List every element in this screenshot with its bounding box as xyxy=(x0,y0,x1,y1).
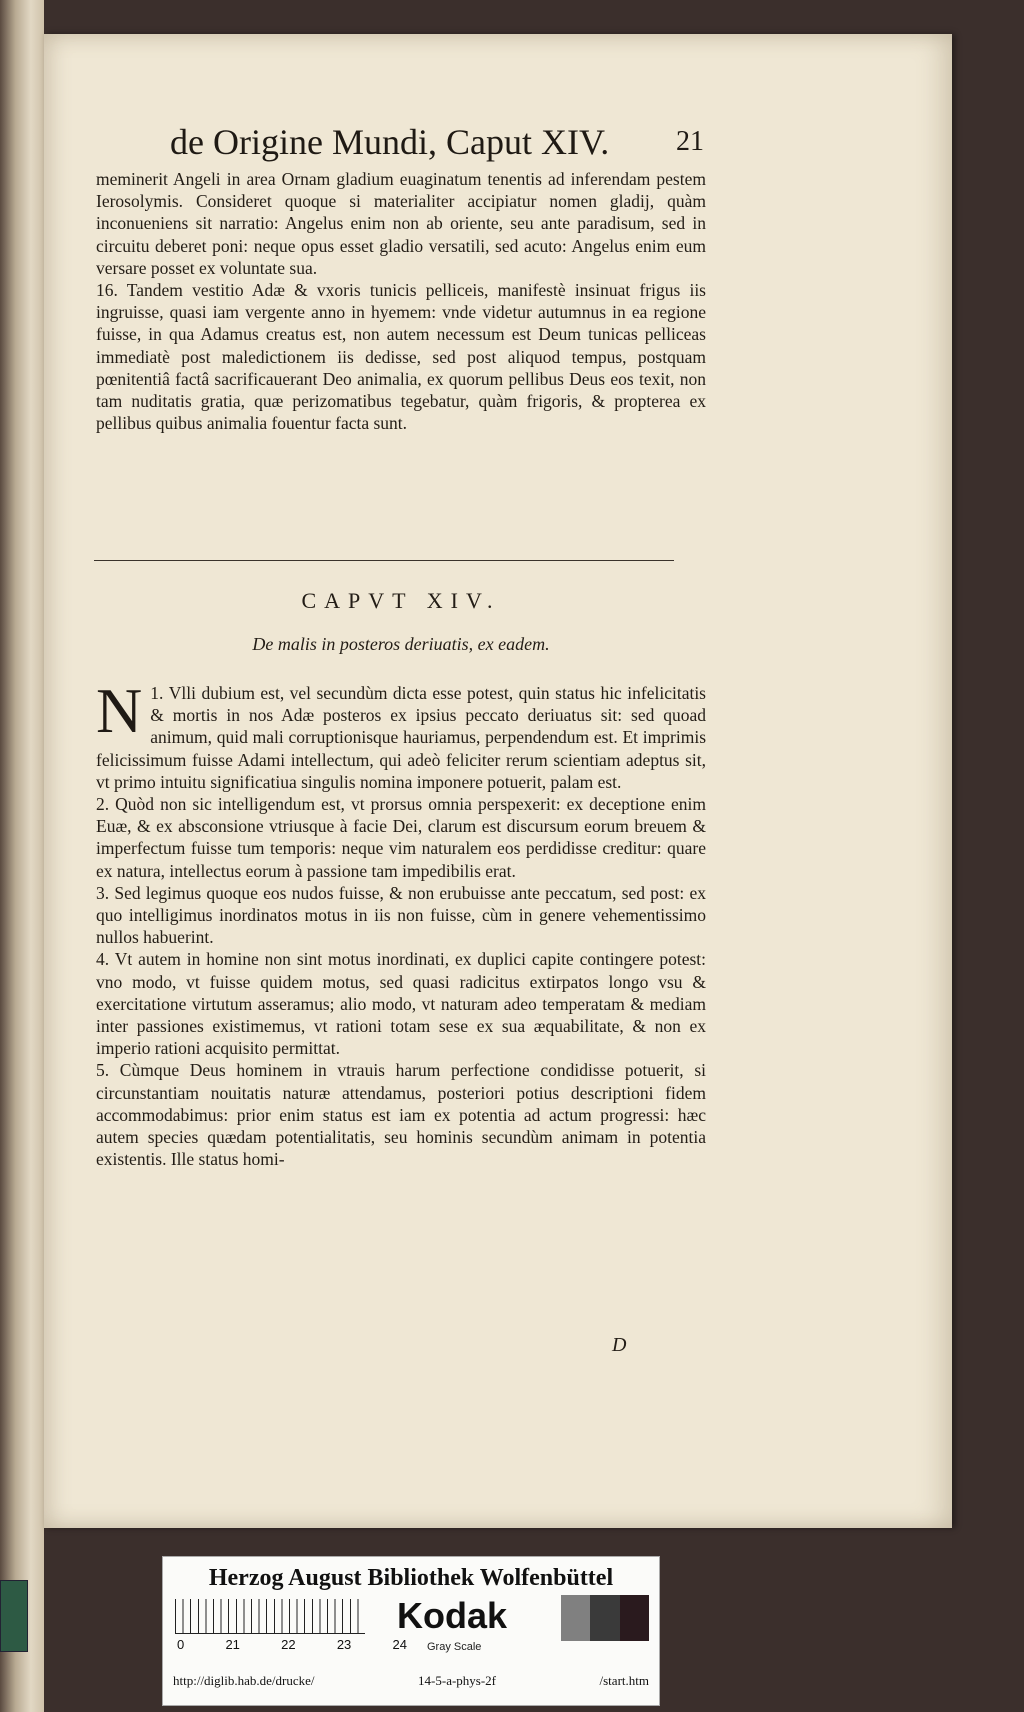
ruler-number: 22 xyxy=(281,1637,296,1652)
paragraph-4 xyxy=(96,948,706,1059)
section-divider xyxy=(94,560,674,561)
scale-ruler xyxy=(175,1599,365,1634)
gray-patch xyxy=(561,1595,590,1641)
paragraph-text: Vlli dubium est, vel secundùm dicta esse potest, quin status hic infelicitatis & mortis in nos Adæ posteros ex ipsius peccato deriuatus sit: sed quoad animum, quid mali corruptionisque hauriamus, perpendendum est. Et imprimis felicissimum fuisse Adami intellectum, qui adeò feliciter rerum scientiam adeptus sit, vt primo intuitu significatiua singulis nomina imponere potuerit, palam est. xyxy=(96,683,706,792)
gray-patch xyxy=(590,1595,619,1641)
paragraph-number: 5. xyxy=(96,1060,110,1081)
url-suffix: /start.htm xyxy=(599,1673,649,1688)
paragraph-number: 2. xyxy=(96,794,110,815)
gray-scale-label: Gray Scale xyxy=(427,1641,482,1653)
shelfmark: 14-5-a-phys-2f xyxy=(418,1673,497,1688)
paragraph-text: Cùmque Deus hominem in vtrauis harum perfectione condidisse potuerit, si circunstantiam nouitatis naturæ attendamus, posteriori potius descriptioni fidem accommodabimus: prior enim status est iam ex potentia ad actum progressi: hæc autem species quædam potentialitatis, seu hominis secundùm animam in potentia existentis. Ille status homi- xyxy=(96,1060,706,1170)
chapter-text-block xyxy=(96,675,707,1170)
ruler-numbers xyxy=(177,1637,407,1652)
gray-scale-patches xyxy=(561,1595,649,1641)
adjacent-page-edge xyxy=(0,0,44,1712)
top-text-block xyxy=(96,168,706,434)
chapter-heading: CAPVT XIV. xyxy=(301,588,501,613)
running-title: de Origine Mundi, Caput XIV. xyxy=(170,122,610,162)
shelf-label-strip xyxy=(0,1580,28,1652)
drop-cap: N xyxy=(96,675,143,746)
paragraph-continuation: meminerit Angeli in area Ornam gladium euaginatum tenentis ad inferendam pestem Ierosolymis. Consideret quoque si materialiter accipiatur nomen gladij, quàm inconueniens sit narratio: Angelus enim non ab oriente, seu ante paradisum, sed in circuitu deberet poni: neque opus esset gladio versatili, sed acuto: Angelus enim eum versare posset ex voluntate sua. xyxy=(96,169,706,278)
paragraph-16: 16. Tandem vestitio Adæ & vxoris tunicis pelliceis, manifestè insinuat frigus iis ingruisse, quasi iam vergente anno in hyemem: vnde videtur autumnus in ea regione fuisse, in qua Adamus creatus est, non autem necessum est Deum tunicas pelliceas immediatè post maledictionem iis dedisse, sed post aliquod tempus, postquam pœnitentiâ factâ sacrificauerant Deo animalia, ex quorum pellibus Deus eos texit, non tam nuditatis gratia, quæ perizomatibus tegebatur, quàm frigoris, & propterea ex pellibus quibus animalia fouentur facta sunt. xyxy=(96,280,706,434)
paragraph-1 xyxy=(96,675,706,793)
paragraph-3 xyxy=(96,882,706,949)
digital-library-url[interactable]: http://diglib.hab.de/drucke/ xyxy=(173,1673,315,1688)
gray-patch xyxy=(620,1595,649,1641)
library-name: Herzog August Bibliothek Wolfenbüttel xyxy=(208,1565,614,1591)
url-row xyxy=(173,1673,649,1689)
paragraph-number: 4. xyxy=(96,949,110,970)
signature-mark: D xyxy=(612,1334,627,1356)
page-number: 21 xyxy=(676,126,704,157)
paragraph-2 xyxy=(96,793,706,882)
ruler-number: 21 xyxy=(225,1637,240,1652)
paragraph-text: Sed legimus quoque eos nudos fuisse, & non erubuisse ante peccatum, sed post: ex quo intelligimus inordinatos motus in iis non fuisse, cùm in genere vehementissimo nullos habuerint. xyxy=(96,882,706,948)
paragraph-5 xyxy=(96,1059,706,1170)
paragraph-text: Vt autem in homine non sint motus inordinati, ex duplici capite contingere potest: vno modo, vt fuisse quidem motus, sed quasi radicitus extirpatos longo vsu & exercitatione virtutum asseramus; alio modo, vt naturam adeo temperatam & mediam inter passiones existimemus, vt rationi totam sese ex sua æquabilitate, & non ex imperio rationi acquisito permittat. xyxy=(96,949,707,1059)
library-color-target xyxy=(162,1556,660,1706)
paragraph-text: Quòd non sic intelligendum est, vt prorsus omnia perspexerit: ex deceptione enim Euæ, & ex absconsione vtriusque à facie Dei, clarum est discursum eorum breuem & imperfectum fuisse tum temporis: neque vim naturalem eos perdidisse creditur: quare ex natura, intellectus eorum à passione tam impedibilis erat. xyxy=(96,794,707,881)
ruler-number: 0 xyxy=(177,1637,185,1652)
paragraph-number: 1. xyxy=(150,683,164,703)
paragraph-number: 3. xyxy=(96,882,110,903)
ruler-number: 24 xyxy=(392,1637,407,1652)
ruler-number: 23 xyxy=(336,1637,352,1652)
chapter-subtitle: De malis in posteros deriuatis, ex eadem. xyxy=(252,634,550,654)
kodak-logo: Kodak xyxy=(397,1595,508,1636)
